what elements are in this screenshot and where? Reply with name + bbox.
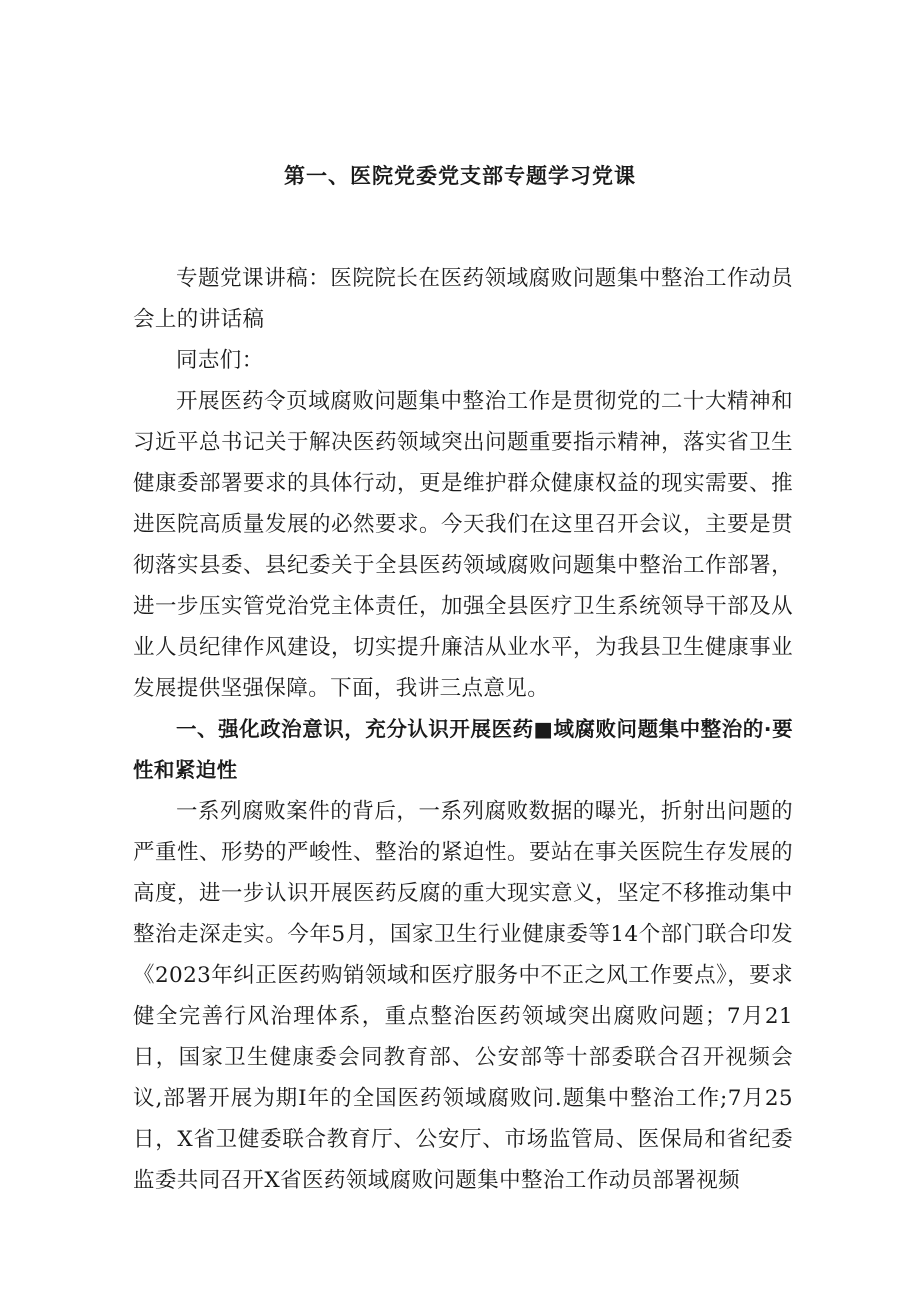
document-body [133,258,793,1201]
paragraph-intro: 开展医药令页域腐败问题集中整治工作是贯彻党的二十大精神和习近平总书记关于解决医药领域突出问题重要指示精神，落实省卫生健康委部署要求的具体行动，更是维护群众健康权益的现实需要、推进医院高质量发展的必然要求。今天我们在这里召开会议，主要是贯彻落实县委、县纪委关于全县医药领域腐败问题集中整治工作部署，进一步压实管党治党主体责任，加强全县医疗卫生系统领导干部及从业人员纪律作风建设，切实提升廉洁从业水平，为我县卫生健康事业发展提供坚强保障。下面，我讲三点意见。 [133,389,793,701]
speech-subtitle: 专题党课讲稿：医院院长在医药领域腐败问题集中整治工作动员会上的讲话稿 [133,266,793,332]
section-heading-1: 一、强化政治意识，充分认识开展医药■域腐败问题集中整治的·要性和紧迫性 [133,717,793,782]
paragraph-section-1: 一系列腐败案件的背后，一系列腐败数据的曝光，折射出问题的严重性、形势的严峻性、整治的紧迫性。要站在事关医院生存发展的高度，进一步认识开展医药反腐的重大现实意义，坚定不移推动集中整治走深走实。今年5月，国家卫生行业健康委等14个部门联合印发《2023年纠正医药购销领域和医疗服务中不正之风工作要点》，要求健全完善行风治理体系，重点整治医药领域突出腐败问题；7月21日，国家卫生健康委会同教育部、公安部等十部委联合召开视频会议,部署开展为期I年的全国医药领域腐败问.题集中整治工作;7月25日，X省卫健委联合教育厅、公安厅、市场监管局、医保局和省纪委监委共同召开X省医药领域腐败问题集中整治工作动员部署视频 [133,799,793,1193]
document-title: 第一、医院党委党支部专题学习党课 [284,164,636,188]
salutation: 同志们： [176,348,264,373]
